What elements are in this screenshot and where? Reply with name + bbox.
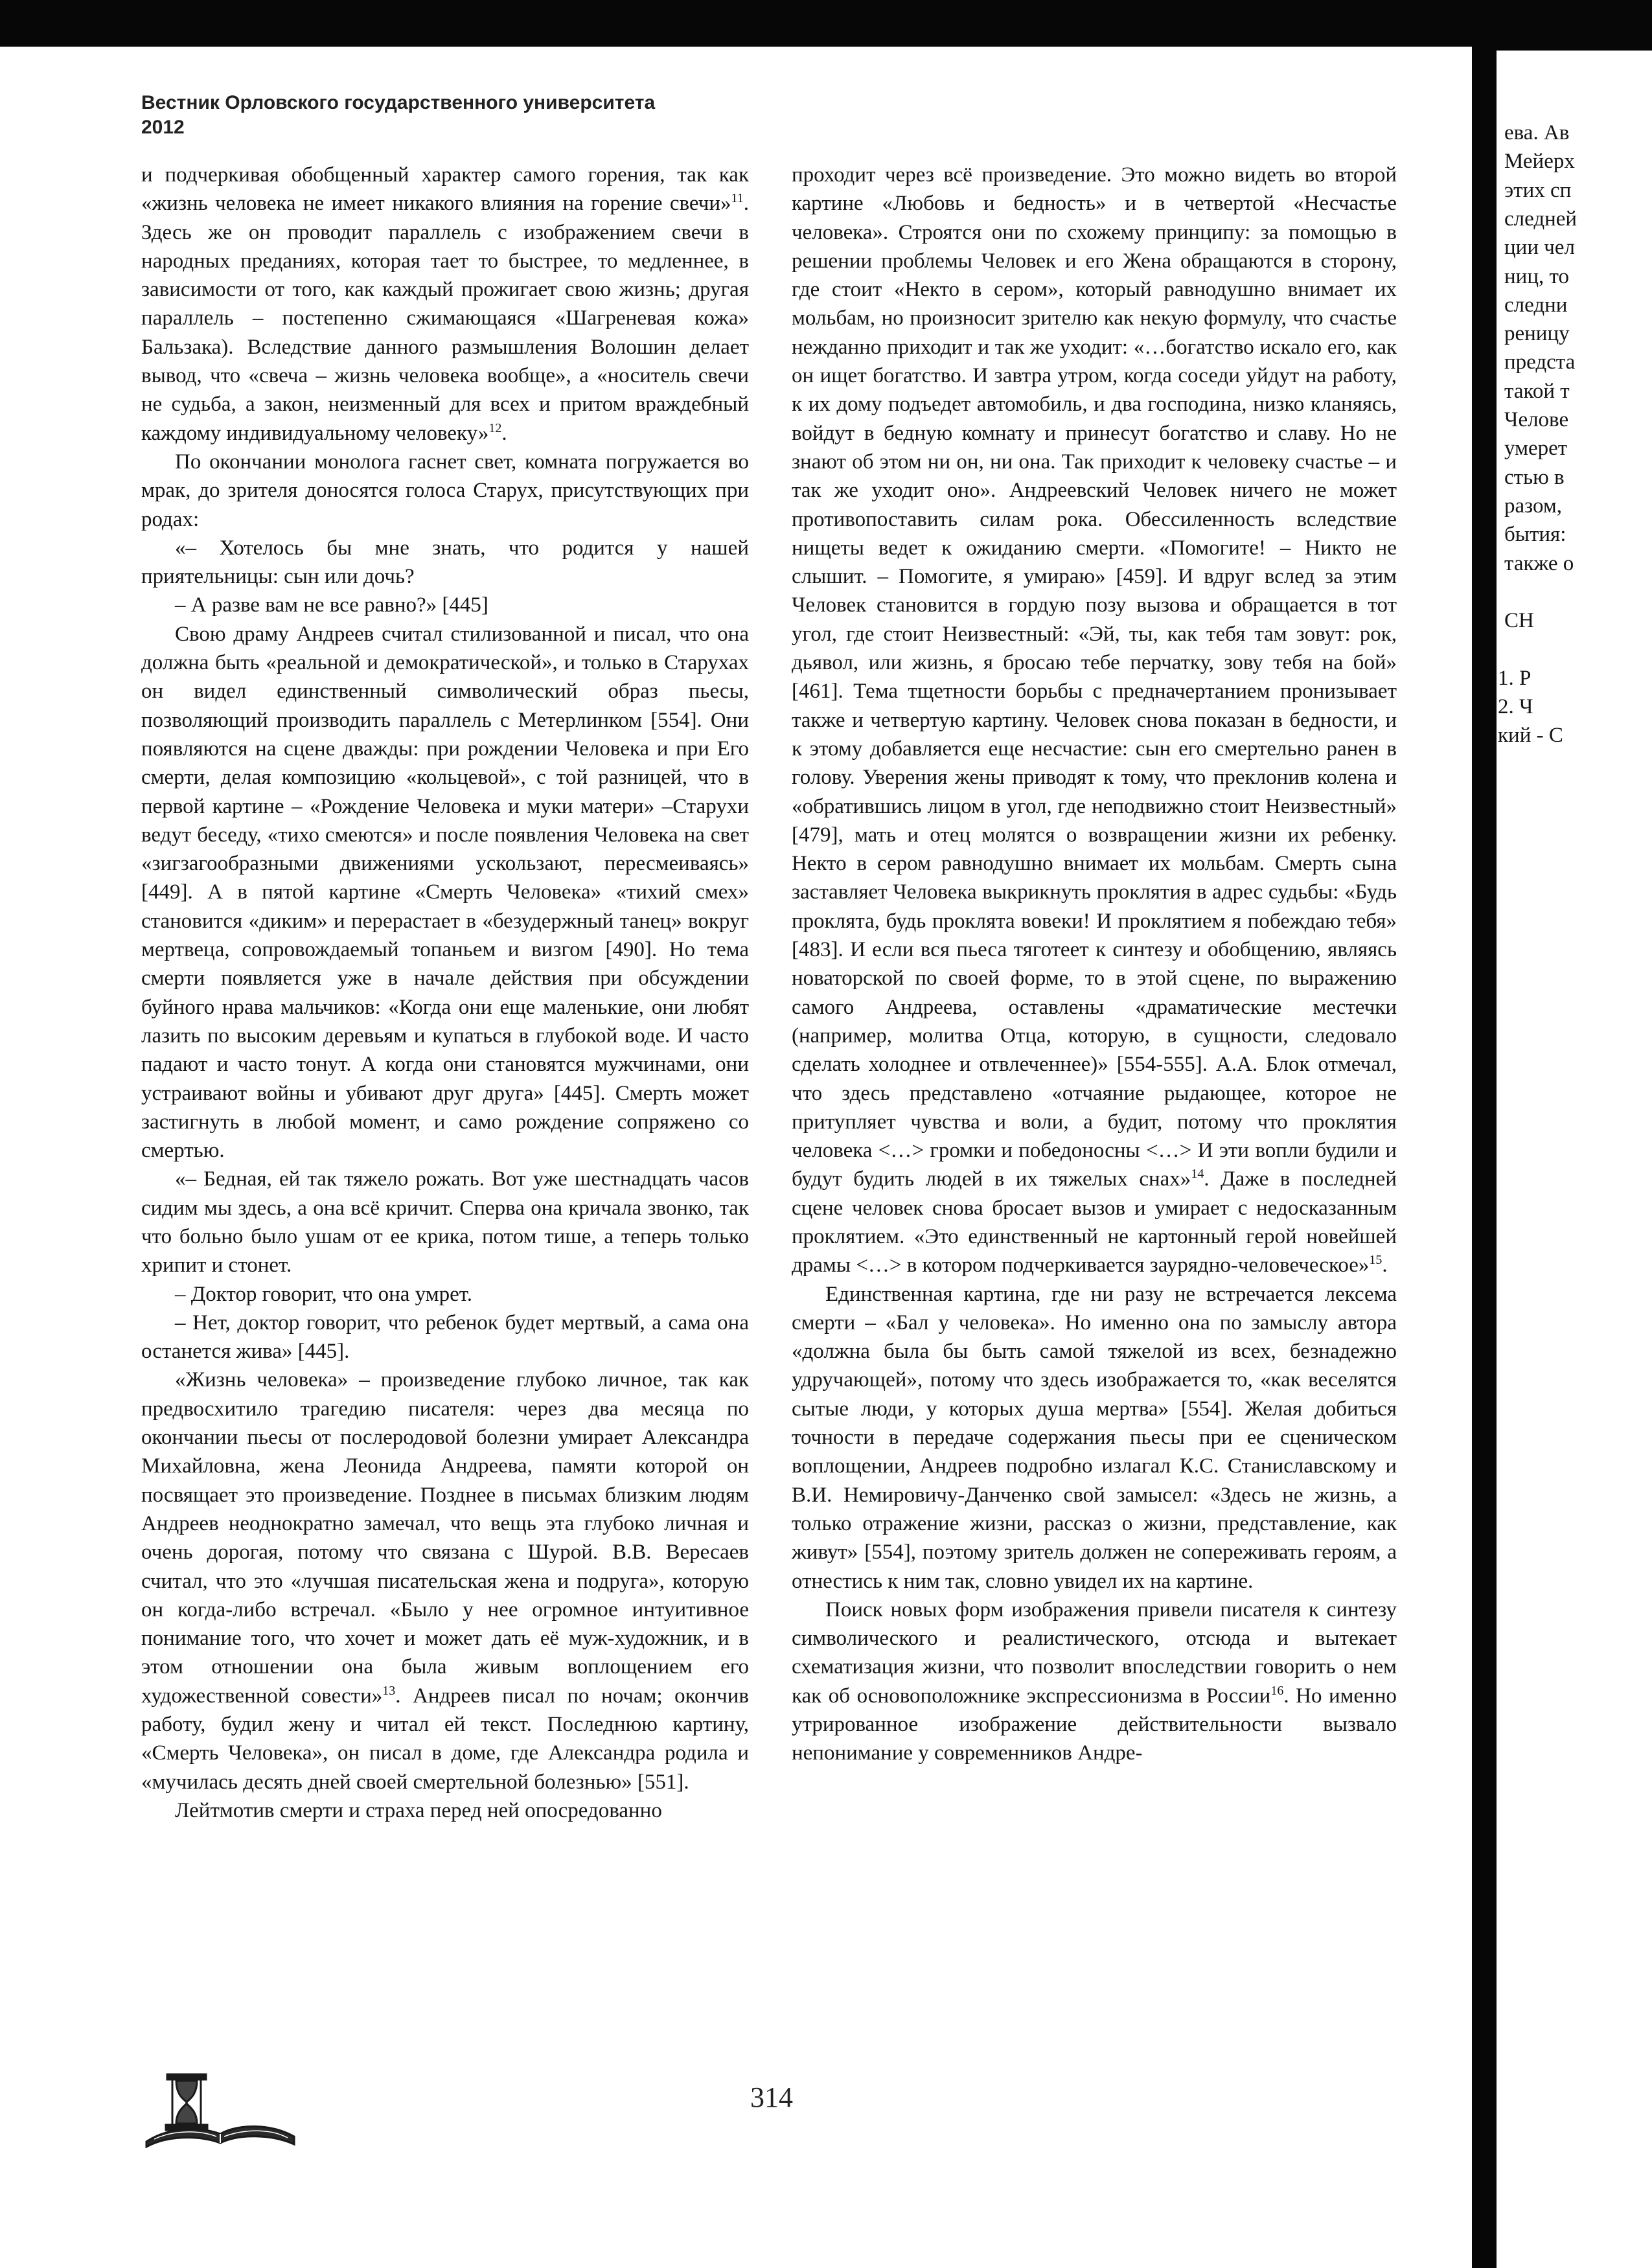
fragment-line: Мейерх [1504,150,1575,174]
paragraph-text: «Жизнь человека» – произведение глубоко личное, так как предвосхитило трагедию писателя: через два месяца по окончании пьесы от послеродовой болезни умирает Александра Михайловна, жена Леонида Андреева, памяти которой он посвящает это произведение. Позднее в письмах близким людям Андреев неоднократно замечал, что вещь эта глубоко личная и очень дорогая, потому что связана с Шурой. В.В. Вересаев считал, что это «лучшая писательская жена и подруга», которую он когда-либо встречал. «Было у нее огромное интуитивное понимание того, что хочет и может дать её муж-художник, и в этом отношении она была живым воплощением его художественной совести» [141,1368,749,1708]
fragment-line: кий - С [1498,724,1563,748]
fragment-line: также о [1504,551,1574,575]
footnote-ref: 13 [382,1683,396,1698]
paragraph-text: – Доктор говорит, что она умрет. [175,1282,472,1306]
fragment-line: следни [1504,293,1568,317]
paragraph-text: – А разве вам не все равно?» [445] [175,593,488,617]
paragraph [792,161,1397,1280]
fragment-line: этих сп [1504,178,1572,202]
journal-year: 2012 [141,117,185,138]
paragraph [141,1165,749,1279]
scan-top-border [0,0,1652,47]
paragraph-text: Свою драму Андреев считал стилизованной и писал, что она должна быть «реальной и демократической», и только в Старухах он видел единственный символический образ пьесы, позволяющий производить параллель с Метерлинком [554]. Они появляются на сцене дважды: при рождении Человека и при Его смерти, делая композицию «кольцевой», с той разницей, что в первой картине – «Рождение Человека и муки матери» –Старухи ведут беседу, «тихо смеются» и после появления Человека на свет «зигзагообразными движениями ускользают, пересмеиваясь» [449]. А в пятой картине «Смерть Человека» «тихий смех» становится «диким» и перерастает в «безудержный танец» вокруг мертвеца, сопровождаемый топаньем и визгом [490]. Но тема смерти появляется уже в начале действия при обсуждении буйного нрава мальчиков: «Когда они еще маленькие, они любят лазить по высоким деревьям и купаться в глубокой воде. И часто падают и часто тонут. А когда они становятся мужчинами, они устраивают войны и убивают друг друга» [445]. Смерть может застигнуть в любой момент, и само рождение сопряжено со смертью. [141,622,749,1163]
paragraph [141,161,749,448]
fragment-line: бытия: [1504,523,1566,547]
fragment-line: СН [1504,609,1534,633]
paragraph [141,1796,749,1825]
right-column [792,161,1397,1768]
footnote-ref: 16 [1270,1683,1284,1698]
fragment-line: ции чел [1504,236,1575,260]
fragment-line: ева. Ав [1504,121,1570,144]
footnote-ref: 14 [1191,1167,1204,1182]
paragraph-text: . [1382,1254,1388,1277]
fragment-line: стью в [1504,465,1565,489]
paragraph-text: «– Бедная, ей так тяжело рожать. Вот уже шестнадцать часов сидим мы здесь, а она всё кричит. Сперва она кричала звонко, так что больно было ушам от ее крика, потом тише, а теперь только хрипит и стонет. [141,1167,749,1277]
footnote-ref: 11 [731,191,744,206]
paragraph-text: Лейтмотив смерти и страха перед ней опосредованно [175,1798,662,1822]
journal-title: Вестник Орловского государственного университета [141,92,656,113]
paragraph-text: проходит через всё произведение. Это можно видеть во второй картине «Любовь и бедность» и в четвертой «Несчастье человека». Строятся они по схожему принципу: за помощью в решении проблемы Человек и его Жена обращаются в сторону, где стоит «Некто в сером», который равнодушно внимает их мольбам, но произносит зрителю как некую формулу, что счастье нежданно приходит и так же уходит: «…богатство искало его, как он ищет богатство. И завтра утром, когда соседи уйдут на работу, к их дому подъедет автомобиль, и два господина, низко кланяясь, войдут в бедную комнату и принесут богатство и славу. Но не знают об этом ни он, ни она. Так приходит к человеку счастье – и так же уходит оно». Андреевский Человек ничего не может противопоставить силам рока. Обессиленность вследствие нищеты ведет к ожиданию смерти. «Помогите! – Никто не слышит. – Помогите, я умираю» [459]. И вдруг вслед за этим Человек становится в гордую позу вызова и обращается в тот угол, где стоит Неизвестный: «Эй, ты, как тебя там зовут: рок, дьявол, или жизнь, я бросаю тебе перчатку, зову тебя на бой» [461]. Тема тщетности борьбы с предначертанием пронизывает также и четвертую картину. Человек снова показан в бедности, и к этому добавляется еще несчастие: сын его смертельно ранен в голову. Уверения жены приводят к тому, что преклонив колена и «обратившись лицом в угол, где неподвижно стоит Неизвестный» [479], мать и отец молятся о возвращении жизни их ребенку. Некто в сером равнодушно внимает их мольбам. Смерть сына заставляет Человека выкрикнуть проклятия в адрес судьбы: «Будь проклята, будь проклята вовеки! И проклятием я побеждаю тебя» [483]. И если вся пьеса тяготеет к синтезу и обобщению, являясь новаторской по своей форме, то в этой сцене, по выражению самого Андреева, оставлены «драматические местечки (например, молитва Отца, которую, в сущности, следовало сделать холоднее и отвлеченнее)» [554-555]. А.А. Блок отмечал, что здесь представлено «отчаяние рыдающее, которое не притупляет чувства и воли, а будит, потому что проклятия человека <…> громки и победоносны <…> И эти вопли будили и будут будить людей в их тяжелых снах» [792,163,1397,1191]
paragraph-text: Поиск новых форм изображения привели писателя к синтезу символического и реалистического, отсюда и вытекает схематизация жизни, что позволит впоследствии говорить о нем как об основоположнике экспрессионизма в России [792,1598,1397,1708]
paragraph-text: . Но именно утрированное изображение действительности вызвало непонимание у современников Андре- [792,1684,1397,1765]
fragment-line: следней [1504,207,1577,231]
paragraph-text: . Даже в последней сцене человек снова бросает вызов и умирает с недосказанным проклятием. «Это единственный не картонный герой новейшей драмы <…> в котором подчеркивается заурядно-человеческое» [792,1167,1397,1277]
paragraph-text: Единственная картина, где ни разу не встречается лексема смерти – «Бал у человека». Но именно она по замыслу автора «должна была бы быть самой тяжелой из всех, безнадежно удручающей», потому что здесь изображается то, «как веселятся сытые люди, у которых душа мертва» [554]. Желая добиться точности в передаче содержания пьесы при ее сценическом воплощении, Андреев подробно излагал К.С. Станиславскому и В.И. Немировичу-Данченко свой замысел: «Здесь не жизнь, а только отражение жизни, рассказ о жизни, представление, как живут» [554], поэтому зритель должен не сопереживать героям, а отнестись к ним так, словно увидел их на картине. [792,1282,1397,1593]
fragment-line: реницу [1504,322,1570,346]
fragment-line: предста [1504,350,1576,374]
left-column [141,161,749,1825]
fragment-line: умерет [1504,437,1568,461]
paragraph-text: По окончании монолога гаснет свет, комната погружается во мрак, до зрителя доносятся голоса Старух, присутствующих при родах: [141,450,749,531]
fragment-line: 2. Ч [1498,695,1533,718]
paragraph [141,448,749,534]
fragment-line: ниц, то [1504,264,1569,288]
fragment-line: такой т [1504,379,1570,403]
paragraph [792,1280,1397,1596]
fragment-line: разом, [1504,494,1562,518]
paragraph [141,1280,749,1309]
fragment-line: 1. Р [1498,666,1532,690]
fragment-line: Челове [1504,408,1569,431]
journal-header [141,91,655,140]
paragraph-text: и подчеркивая обобщенный характер самого горения, так как «жизнь человека не имеет никакого влияния на горение свечи» [141,163,749,216]
paragraph [141,1309,749,1366]
paragraph-text: . Здесь же он проводит параллель с изображением свечи в народных преданиях, которая тает то быстрее, то медленнее, в зависимости от того, как каждый прожигает свою жизнь; другая параллель – постепенно сжимающаяся «Шагреневая кожа» Бальзака). Вследствие данного размышления Волошин делает вывод, что «свеча – жизнь человека вообще», а «носитель свечи не судьба, а закон, неизменный для всех и притом враждебный каждому индивидуальному человеку» [141,192,749,445]
paragraph-text: . Андреев писал по ночам; окончив работу, будил жену и читал ей текст. Последнюю картину, «Смерть Человека», он писал в доме, где Александра родила и «мучилась десять дней своей смертельной болезнью» [551]. [141,1684,749,1794]
footnote-ref: 12 [488,420,502,435]
paragraph [141,591,749,619]
paragraph [141,1366,749,1796]
adjacent-page-fragment [1497,51,1652,2268]
paragraph-text: . [501,421,507,445]
page-number: 314 [750,2081,793,2113]
hourglass-and-open-book-icon [141,2072,298,2148]
paragraph [792,1596,1397,1768]
paragraph-text: – Нет, доктор говорит, что ребенок будет мертвый, а сама она останется жива» [445]. [141,1311,749,1364]
paragraph [141,620,749,1165]
paragraph-text: «– Хотелось бы мне знать, что родится у нашей приятельницы: сын или дочь? [141,536,749,589]
footnote-ref: 15 [1369,1253,1382,1268]
paragraph [141,534,749,591]
